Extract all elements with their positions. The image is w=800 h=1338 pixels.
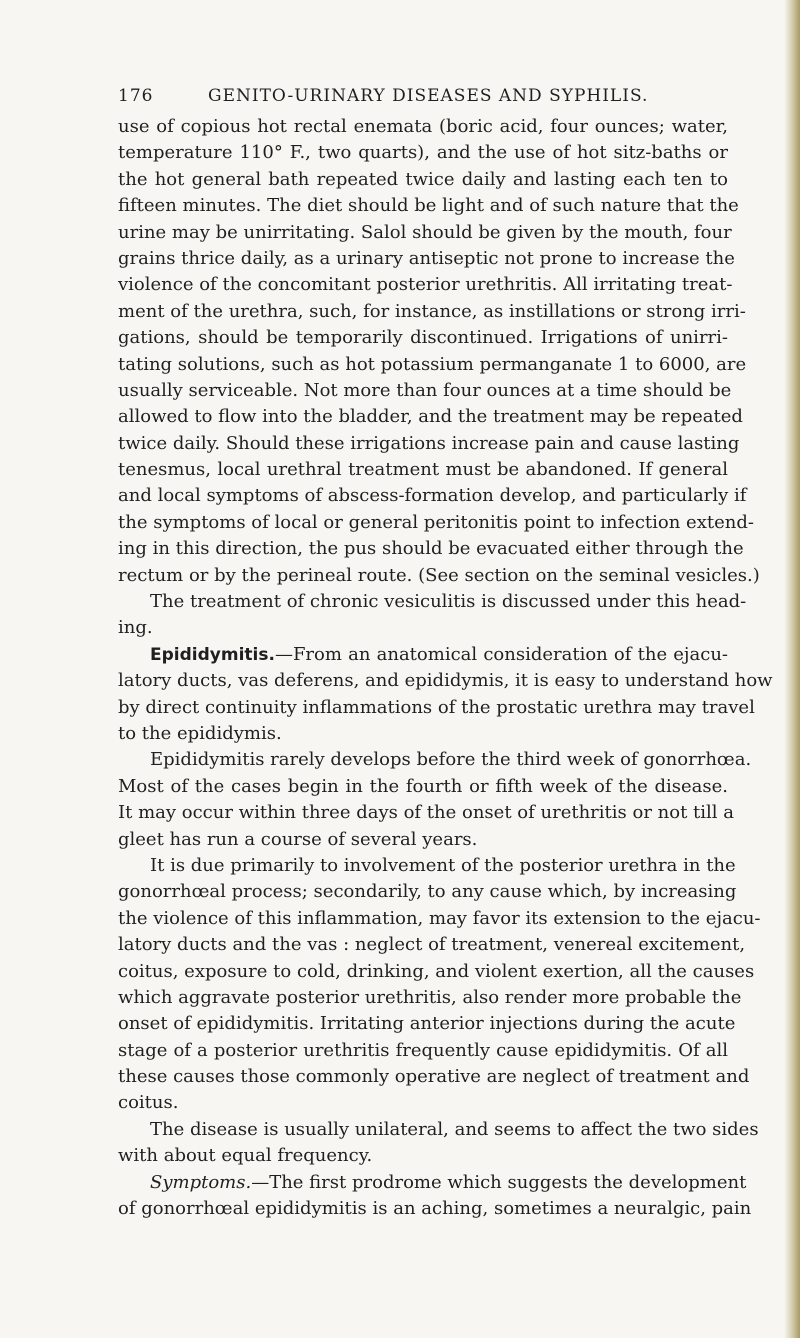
body-text [118,114,773,1222]
running-header [118,86,718,110]
paragraph [118,853,761,1117]
text-line: coitus. [118,1092,179,1114]
text-line: allowed to flow into the bladder, and the treatment may be repeated [118,406,743,428]
text-line: gleet has run a course of several years. [118,828,478,850]
text-line: The disease is usually unilateral, and seems to affect the two sides [150,1118,759,1140]
text-line [118,642,728,668]
text-line: tenesmus, local urethral treatment must be abandoned. If general [118,459,728,481]
subsection-heading: Symptoms. [150,1171,252,1193]
text-line: which aggravate posterior urethritis, also render more probable the [118,986,742,1008]
paragraph [118,1117,759,1170]
text-line: the hot general bath repeated twice daily and lasting each ten to [118,168,728,190]
text-line: to the epididymis. [118,722,282,744]
text-line: Epididymitis rarely develops before the third week of gonorrhœa. [150,749,752,771]
text-line: with about equal frequency. [118,1145,373,1167]
text-line: use of copious hot rectal enemata (boric acid, four ounces; water, [118,116,728,137]
text-line: rectum or by the perineal route. (See section on the seminal vesicles.) [118,564,760,586]
section-symptoms [118,1170,752,1223]
text-line: fifteen minutes. The diet should be light and of such nature that the [118,195,739,217]
heading-line-rest: —From an anatomical consideration of the ejacu- [274,643,728,665]
paragraph [118,589,747,642]
text-line: Most of the cases begin in the fourth or fifth week of the disease. [118,775,728,797]
text-line: tating solutions, such as hot potassium permanganate 1 to 6000, are [118,353,747,375]
text-line: violence of the concomitant posterior urethritis. All irritating treat- [118,274,733,296]
text-line: and local symptoms of abscess-formation develop, and particularly if [118,485,747,507]
text-line: by direct continuity inflammations of the prostatic urethra may travel [118,696,755,718]
text-line: ing in this direction, the pus should be evacuated either through the [118,538,744,560]
text-line: grains thrice daily, as a urinary antiseptic not prone to increase the [118,247,735,269]
text-line: coitus, exposure to cold, drinking, and violent exertion, all the causes [118,960,755,982]
text-line: It may occur within three days of the onset of urethritis or not till a [118,802,734,824]
text-line: gations, should be temporarily discontinued. Irrigations of unirri- [118,327,728,349]
section-epididymitis [118,642,773,748]
text-line: usually serviceable. Not more than four ounces at a time should be [118,379,732,401]
text-line: twice daily. Should these irrigations increase pain and cause lasting [118,432,740,454]
text-line: stage of a posterior urethritis frequently cause epididymitis. Of all [118,1039,728,1061]
text-line: latory ducts and the vas : neglect of treatment, venereal excitement, [118,934,746,956]
text-line: ing. [118,617,153,639]
text-line: It is due primarily to involvement of the posterior urethra in the [150,854,736,876]
text-line: ment of the urethra, such, for instance, as instillations or strong irri- [118,300,746,322]
section-heading: Epididymitis. [150,644,275,665]
page-number: 176 [118,86,154,106]
text-line: the symptoms of local or general peritonitis point to infection extend- [118,511,754,533]
text-line: gonorrhœal process; secondarily, to any cause which, by increasing [118,881,737,903]
text-line: of gonorrhœal epididymitis is an aching, sometimes a neuralgic, pain [118,1198,752,1220]
paragraph [118,747,752,853]
text-line: urine may be unirritating. Salol should be given by the mouth, four [118,221,732,243]
text-line [118,1170,747,1196]
paragraph [118,114,760,589]
text-line: the violence of this inflammation, may favor its extension to the ejacu- [118,907,761,929]
subsection-line-rest: —The first prodrome which suggests the development [251,1171,747,1193]
text-line: latory ducts, vas deferens, and epididymis, it is easy to understand how [118,670,773,692]
text-line: these causes those commonly operative are neglect of treatment and [118,1066,750,1088]
page-edge-shadow [784,0,800,1338]
text-line: The treatment of chronic vesiculitis is discussed under this head- [150,591,747,613]
text-line: temperature 110° F., two quarts), and the use of hot sitz-baths or [118,142,728,164]
text-line: onset of epididymitis. Irritating anterior injections during the acute [118,1013,736,1035]
running-title: GENITO-URINARY DISEASES AND SYPHILIS. [208,86,649,106]
